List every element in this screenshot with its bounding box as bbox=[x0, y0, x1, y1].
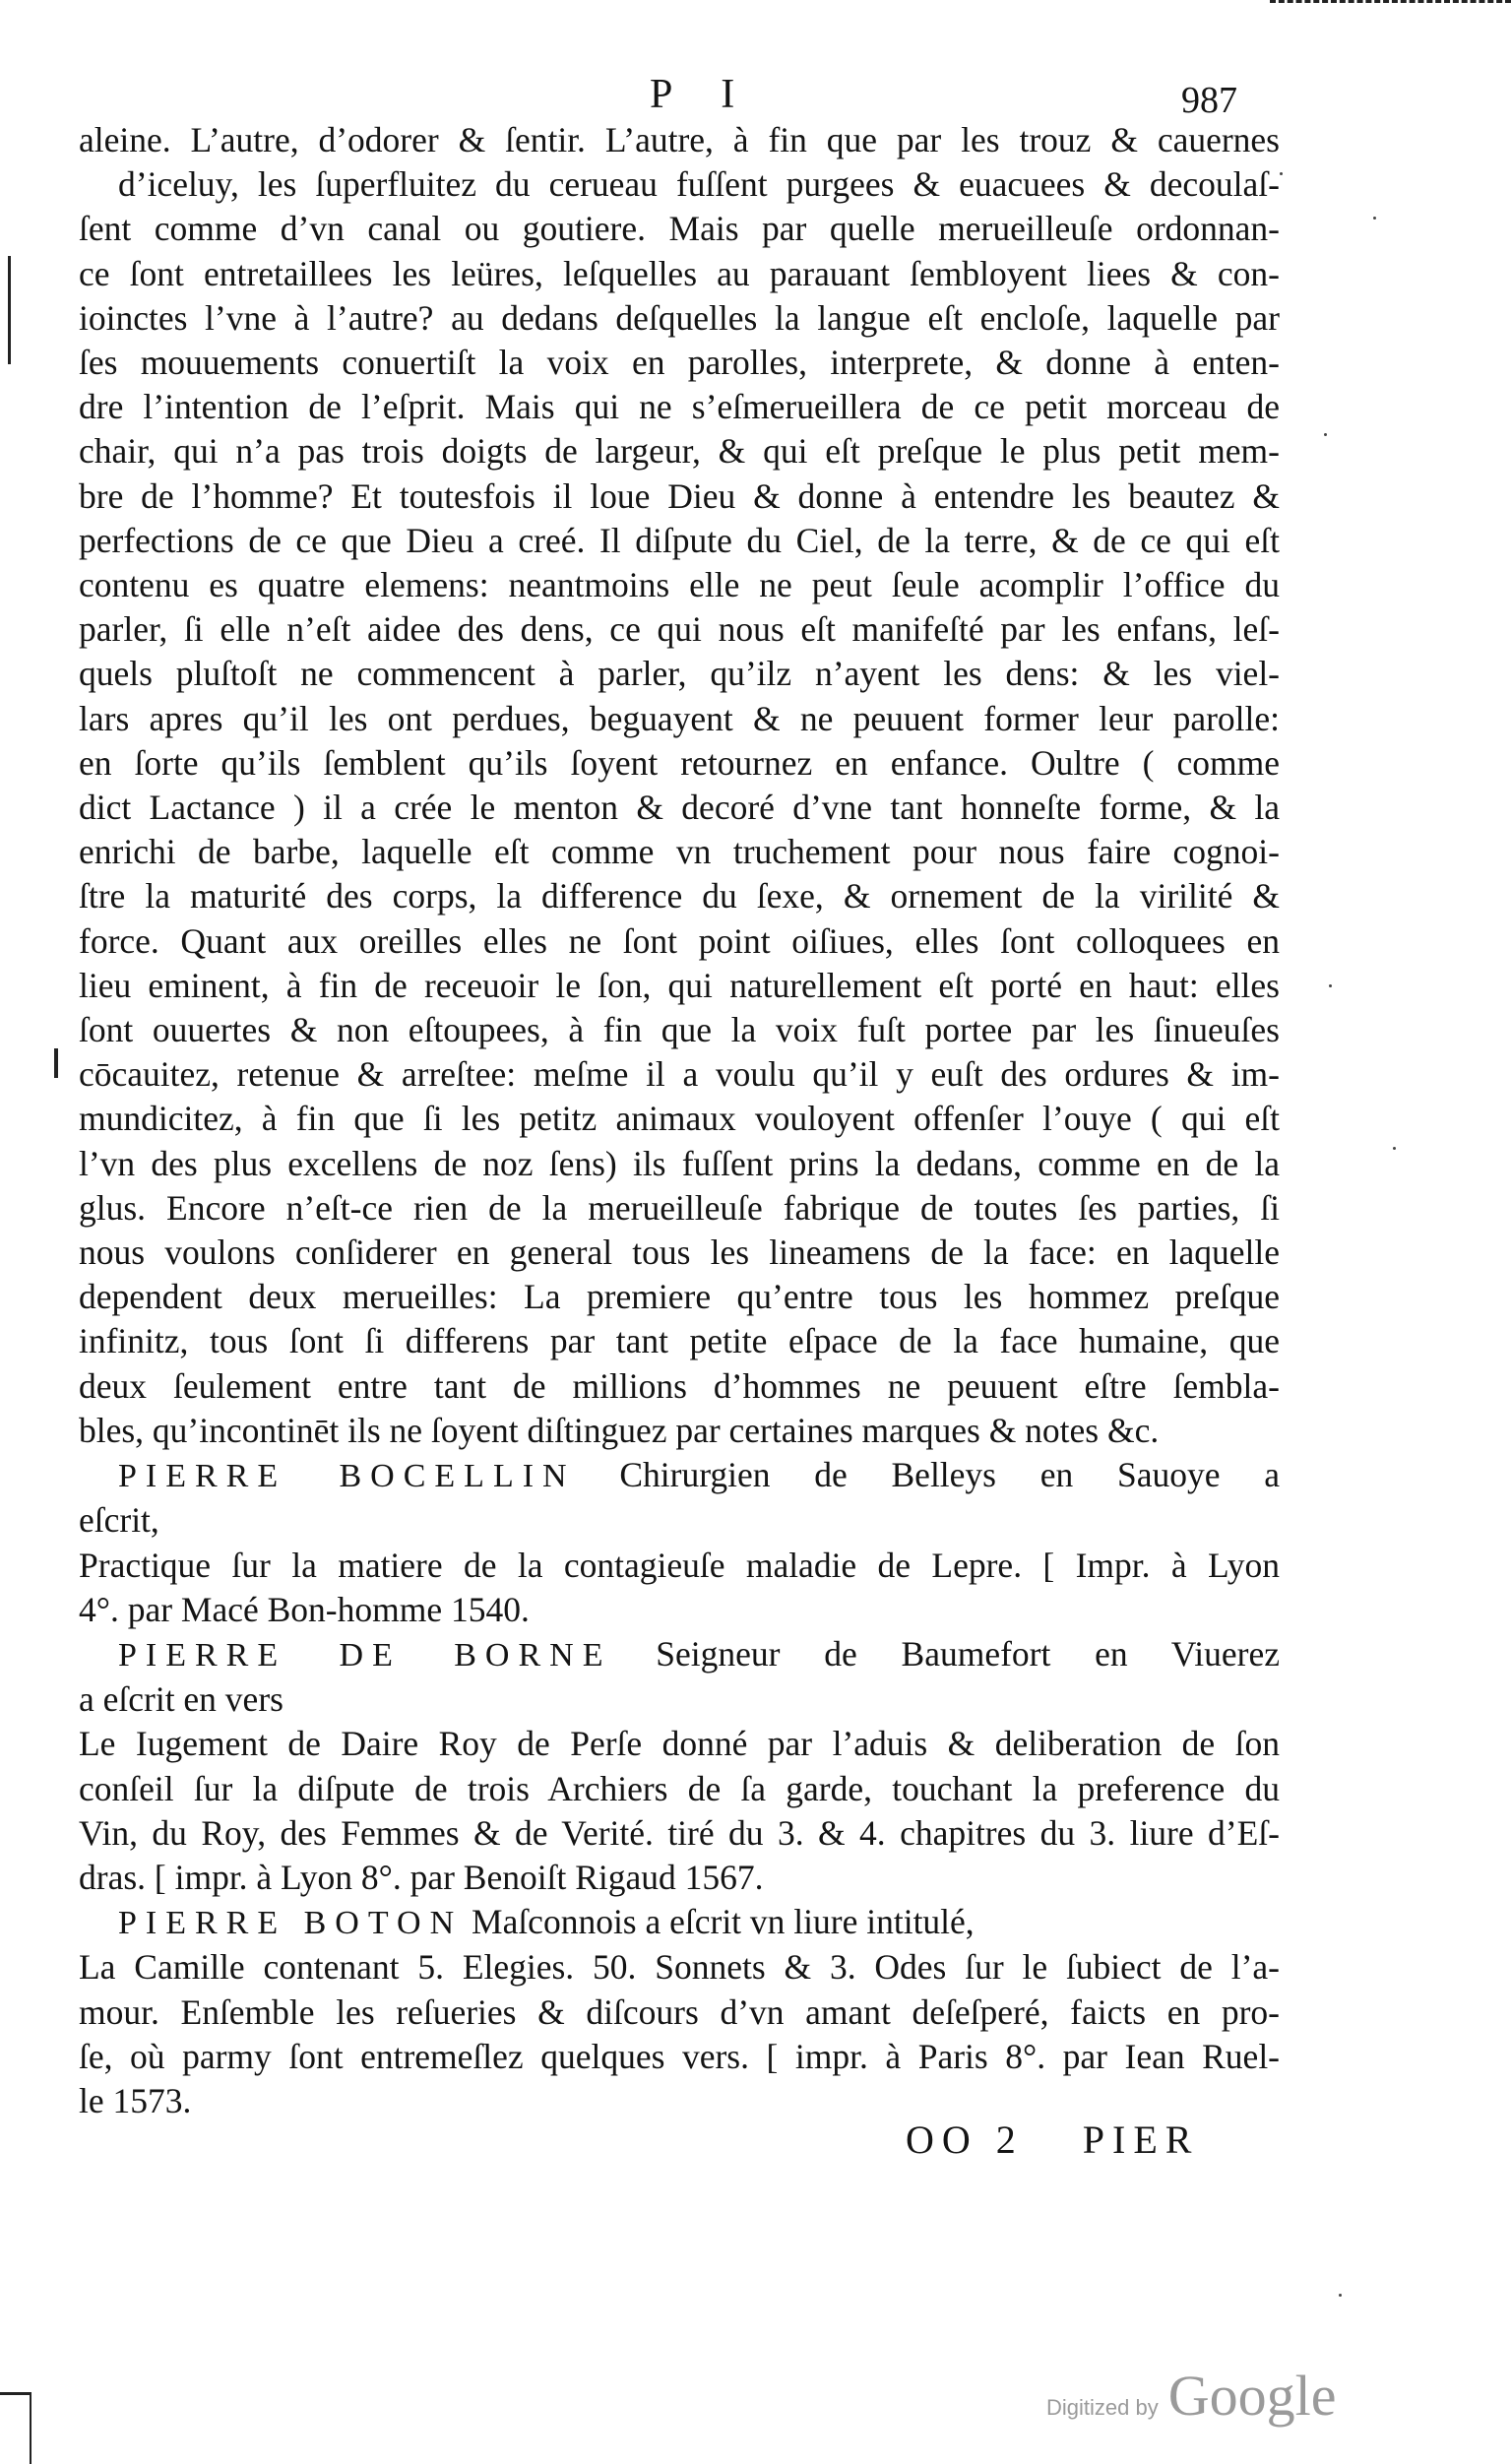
entry-line: ſe, où parmy ſont entremeſlez quelques vers. [ impr. à Paris 8°. par Iean Ruel- bbox=[79, 2036, 1280, 2076]
entry-line: mour. Enſemble les reſueries & diſcours d’vn amant deſeſperé, faicts en pro- bbox=[79, 1991, 1280, 2032]
footer bbox=[906, 2117, 1199, 2163]
entry-author: PIERRE BOTON bbox=[118, 1905, 464, 1942]
speck bbox=[1393, 1147, 1396, 1150]
entry-line: Practique ſur la matiere de la contagieuſe maladie de Lepre. [ Impr. à Lyon bbox=[79, 1545, 1280, 1585]
catchword: PIER bbox=[1082, 2117, 1200, 2162]
text-line: ſont ouuertes & non eſtoupees, à fin que la voix fuſt portee par les ſinueuſes bbox=[79, 1010, 1280, 1050]
body-text bbox=[79, 118, 1280, 2123]
entry-heading-text: Maſconnois a eſcrit vn liure intitulé, bbox=[472, 1902, 975, 1942]
entry-author: PIERRE DE BORNE bbox=[118, 1636, 612, 1674]
text-line: ioinctes l’vne à l’autre? au dedans deſquelles la langue eſt encloſe, laquelle par bbox=[79, 297, 1280, 338]
entry-heading-text: Chirurgien de Belleys en Sauoye a bbox=[619, 1455, 1280, 1495]
text-line: lieu eminent, à fin de receuoir le ſon, qui naturellement eſt porté en haut: elles bbox=[79, 965, 1280, 1005]
margin-mark bbox=[8, 256, 11, 364]
text-line: bre de l’homme? Et toutesfois il loue Dieu & donne à entendre les beautez & bbox=[79, 475, 1280, 516]
text-line: dre l’intention de l’eſprit. Mais qui ne s’eſmerueillera de ce petit morceau de bbox=[79, 387, 1280, 427]
text-line: mundicitez, à fin que ſi les petitz animaux vouloyent offenſer l’ouye ( qui eſt bbox=[79, 1099, 1280, 1139]
text-line: lars apres qu’il les ont perdues, beguayent & ne peuuent former leur parolle: bbox=[79, 698, 1280, 738]
text-line: d’iceluy, les ſuperfluitez du cerueau fuſſent purgees & euacuees & decoulaſ- bbox=[118, 164, 1280, 205]
text-line: deux ſeulement entre tant de millions d’hommes ne peuuent eſtre ſembla- bbox=[79, 1365, 1280, 1406]
text-line: glus. Encore n’eſt-ce rien de la merueilleuſe fabrique de toutes ſes parties, ſi bbox=[79, 1187, 1280, 1228]
text-line: contenu es quatre elemens: neantmoins elle ne peut ſeule acomplir l’office du bbox=[79, 565, 1280, 605]
entry-line: Le Iugement de Daire Roy de Perſe donné par l’aduis & deliberation de ſon bbox=[79, 1724, 1280, 1764]
page-edge-top bbox=[1270, 0, 1511, 13]
margin-mark bbox=[54, 1048, 58, 1078]
watermark-brand: Google bbox=[1167, 2364, 1337, 2428]
entry-heading-text: Seigneur de Baumefort en Viuerez bbox=[656, 1633, 1280, 1674]
entry-line: 4°. par Macé Bon-homme 1540. bbox=[79, 1589, 530, 1629]
text-line: force. Quant aux oreilles elles ne ſont point oiſiues, elles ſont colloquees en bbox=[79, 920, 1280, 961]
text-line: dict Lactance ) il a crée le menton & decoré d’vne tant honneſte forme, & la bbox=[79, 788, 1280, 828]
text-line: infinitz, tous ſont ſi differens par tant petite eſpace de la face humaine, que bbox=[79, 1321, 1280, 1361]
text-line: ſent comme d’vn canal ou goutiere. Mais par quelle merueilleuſe ordonnan- bbox=[79, 209, 1280, 249]
entry-heading bbox=[79, 1632, 1280, 1677]
text-line: quels pluſtoſt ne commencent à parler, qu’ilz n’ayent les dens: & les viel- bbox=[79, 654, 1280, 694]
speck bbox=[1329, 984, 1332, 987]
entry-heading-cont: a eſcrit en vers bbox=[79, 1679, 283, 1720]
watermark-prefix: Digitized by bbox=[1046, 2395, 1159, 2420]
text-line: cōcauitez, retenue & arreſtee: meſme il a voulu qu’il y euſt des ordures & im- bbox=[79, 1054, 1280, 1095]
running-title: P I bbox=[650, 72, 755, 117]
text-line: ſtre la maturité des corps, la difference du ſexe, & ornement de la virilité & bbox=[79, 876, 1280, 916]
entry-line: La Camille contenant 5. Elegies. 50. Sonnets & 3. Odes ſur le ſubiect de l’a- bbox=[79, 1947, 1280, 1988]
text-line: nous voulons conſiderer en general tous les lineamens de la face: en laquelle bbox=[79, 1232, 1280, 1273]
entry-line: le 1573. bbox=[79, 2080, 192, 2120]
watermark bbox=[1046, 2363, 1336, 2429]
text-line: enrichi de barbe, laquelle eſt comme vn truchement pour nous faire cognoi- bbox=[79, 832, 1280, 872]
text-line: aleine. L’autre, d’odorer & ſentir. L’autre, à fin que par les trouz & cauernes bbox=[79, 120, 1280, 159]
text-line: chair, qui n’a pas trois doigts de largeur, & qui eſt preſque le plus petit mem- bbox=[79, 431, 1280, 472]
text-line: ce ſont entretaillees les leüres, leſquelles au parauant ſembloyent liees & con- bbox=[79, 253, 1280, 293]
entry-author: PIERRE BOCELLIN bbox=[118, 1458, 576, 1495]
entry-heading bbox=[79, 1900, 1280, 1945]
entry-line: Vin, du Roy, des Femmes & de Verité. tiré du 3. & 4. chapitres du 3. liure d’Eſ- bbox=[79, 1812, 1280, 1853]
speck bbox=[1339, 2294, 1342, 2297]
text-line: dependent deux merueilles: La premiere qu’entre tous les hommez preſque bbox=[79, 1277, 1280, 1317]
text-line: perfections de ce que Dieu a creé. Il diſpute du Ciel, de la terre, & de ce qui eſt bbox=[79, 520, 1280, 560]
entry-line: dras. [ impr. à Lyon 8°. par Benoiſt Rigaud 1567. bbox=[79, 1857, 764, 1897]
entry-heading bbox=[79, 1453, 1280, 1498]
text-line: en ſorte qu’ils ſemblent qu’ils ſoyent retournez en enfance. Oultre ( comme bbox=[79, 742, 1280, 783]
text-line: l’vn des plus excellens de noz ſens) ils fuſſent prins la dedans, comme en de la bbox=[79, 1143, 1280, 1183]
entry-line: conſeil ſur la diſpute de trois Archiers de ſa garde, touchant la preference du bbox=[79, 1768, 1280, 1808]
text-line: bles, qu’incontinēt ils ne ſoyent diſtinguez par certaines marques & notes &c. bbox=[79, 1410, 1160, 1450]
speck bbox=[1373, 217, 1376, 220]
speck bbox=[1280, 172, 1283, 175]
text-line: parler, ſi elle n’eſt aidee des dens, ce qui nous eſt manifeſté par les enfans, leſ- bbox=[79, 609, 1280, 650]
entry-heading-cont: eſcrit, bbox=[79, 1500, 159, 1541]
page-edge-bottom bbox=[0, 2392, 31, 2464]
page-number: 987 bbox=[1181, 80, 1237, 121]
signature-mark: OO 2 bbox=[906, 2117, 1024, 2162]
speck bbox=[1324, 433, 1327, 436]
text-line: ſes mouuements conuertiſt la voix en parolles, interprete, & donne à enten- bbox=[79, 343, 1280, 383]
